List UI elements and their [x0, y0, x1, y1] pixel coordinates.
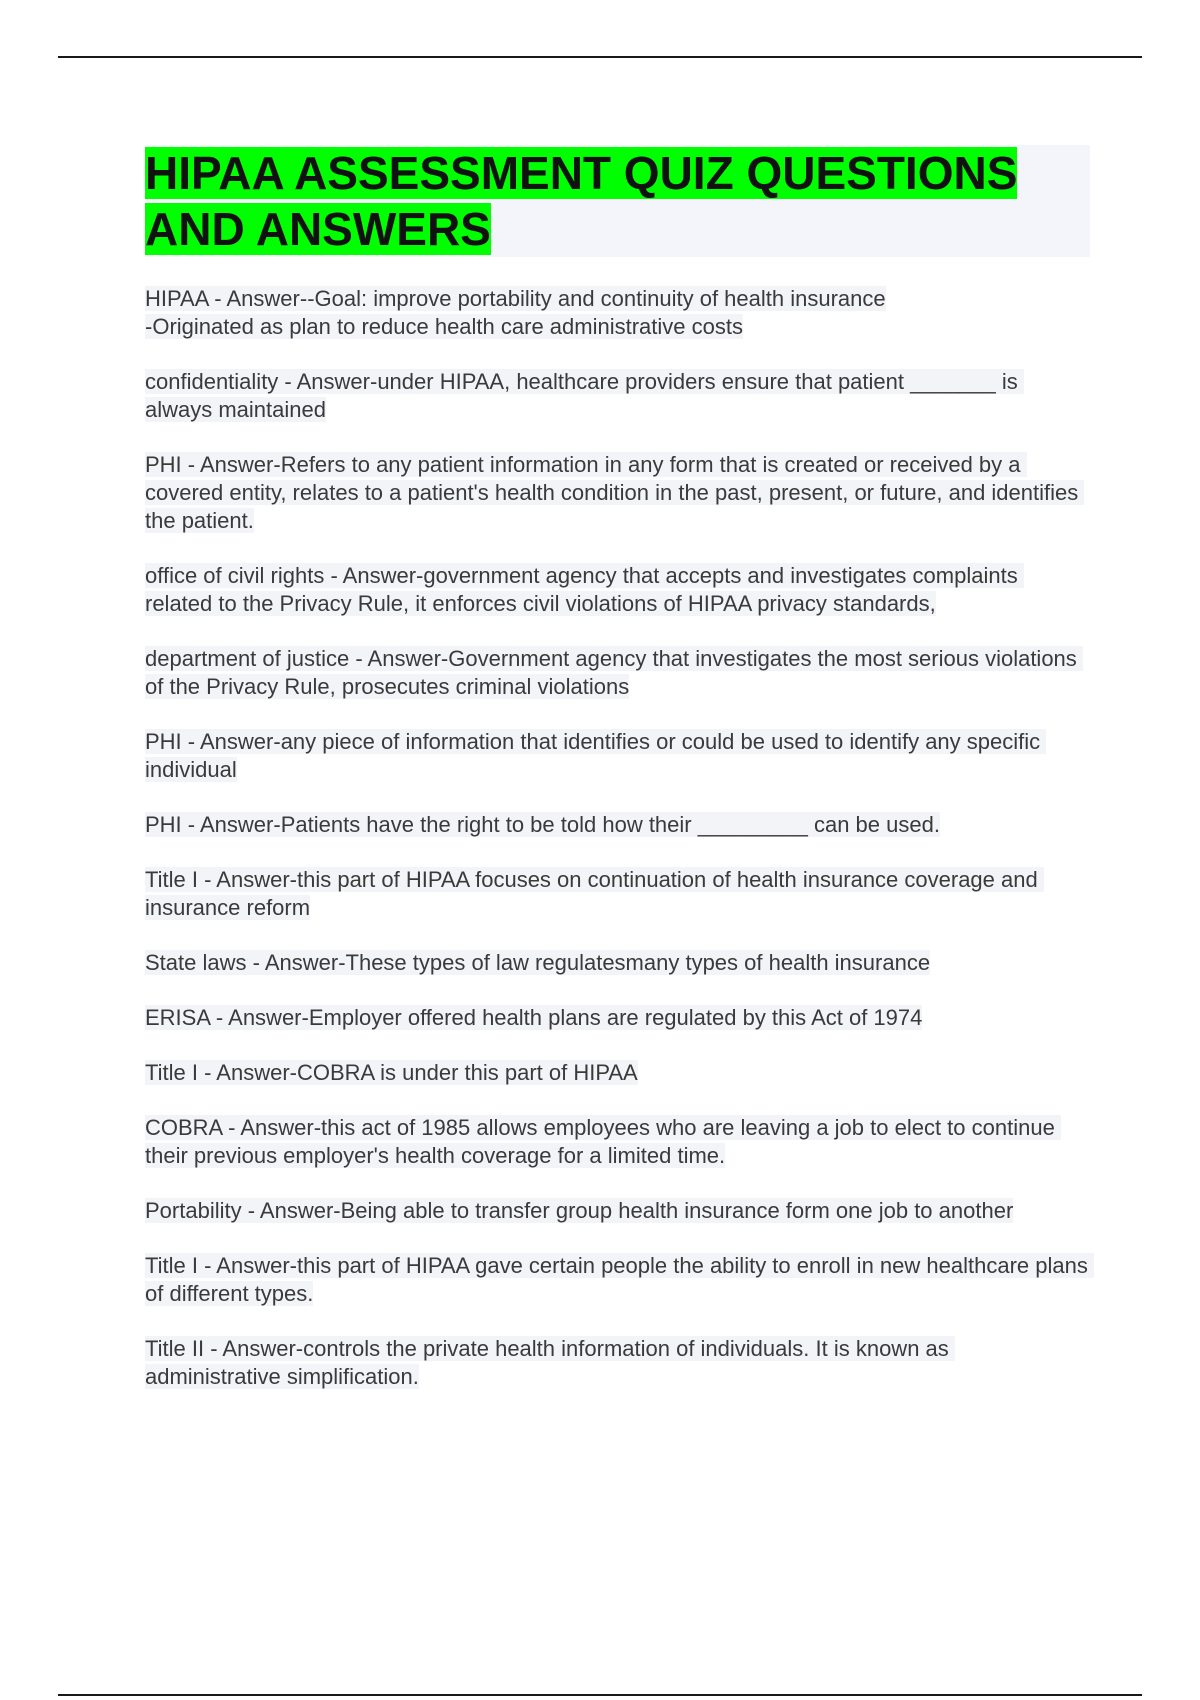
document-title-text: HIPAA ASSESSMENT QUIZ QUESTIONS AND ANSWERS	[145, 147, 1018, 255]
title-block	[145, 145, 1090, 257]
qa-item-text: COBRA - Answer-this act of 1985 allows employees who are leaving a job to elect to continue their previous employer's health coverage for a limited time.	[145, 1115, 1061, 1168]
qa-item-text: department of justice - Answer-Government agency that investigates the most serious violations of the Privacy Rule, prosecutes criminal violations	[145, 646, 1083, 699]
qa-item-text: Title II - Answer-controls the private health information of individuals. It is known as administrative simplification.	[145, 1336, 955, 1389]
qa-item-text: PHI - Answer-Patients have the right to be told how their _________ can be used.	[145, 812, 940, 837]
qa-item	[145, 1004, 1090, 1032]
bottom-divider	[58, 1694, 1142, 1696]
qa-item	[145, 811, 1090, 839]
qa-item-text: Portability - Answer-Being able to transfer group health insurance form one job to another	[145, 1198, 1014, 1223]
qa-item	[145, 1059, 1090, 1087]
qa-item	[145, 562, 1090, 618]
qa-list	[145, 285, 1094, 1391]
qa-item	[145, 285, 1090, 341]
qa-item-text: confidentiality - Answer-under HIPAA, healthcare providers ensure that patient _______ is always maintained	[145, 369, 1024, 422]
qa-item	[145, 1335, 1090, 1391]
qa-item-text: Title I - Answer-this part of HIPAA focuses on continuation of health insurance coverage and insurance reform	[145, 867, 1044, 920]
document-body	[145, 145, 1094, 1418]
document-title	[145, 145, 1090, 257]
qa-item	[145, 1114, 1090, 1170]
qa-item-text: State laws - Answer-These types of law regulatesmany types of health insurance	[145, 950, 931, 975]
qa-item	[145, 645, 1090, 701]
qa-item-text: PHI - Answer-any piece of information that identifies or could be used to identify any specific individual	[145, 729, 1047, 782]
top-divider	[58, 56, 1142, 58]
qa-item	[145, 866, 1090, 922]
qa-item-text: HIPAA - Answer--Goal: improve portability and continuity of health insurance -Originated as plan to reduce health care administrative costs	[145, 286, 886, 339]
qa-item	[145, 451, 1090, 535]
qa-item-text: office of civil rights - Answer-government agency that accepts and investigates complaints related to the Privacy Rule, it enforces civil violations of HIPAA privacy standards,	[145, 563, 1024, 616]
qa-item-text: Title I - Answer-this part of HIPAA gave certain people the ability to enroll in new healthcare plans of different types.	[145, 1253, 1094, 1306]
qa-item	[145, 1197, 1090, 1225]
qa-item-text: Title I - Answer-COBRA is under this part of HIPAA	[145, 1060, 638, 1085]
qa-item	[145, 949, 1090, 977]
qa-item	[145, 1252, 1094, 1308]
qa-item	[145, 368, 1090, 424]
qa-item-text: ERISA - Answer-Employer offered health plans are regulated by this Act of 1974	[145, 1005, 923, 1030]
qa-item-text: PHI - Answer-Refers to any patient information in any form that is created or received by a covered entity, relates to a patient's health condition in the past, present, or future, and identifies the patient.	[145, 452, 1085, 533]
qa-item	[145, 728, 1090, 784]
